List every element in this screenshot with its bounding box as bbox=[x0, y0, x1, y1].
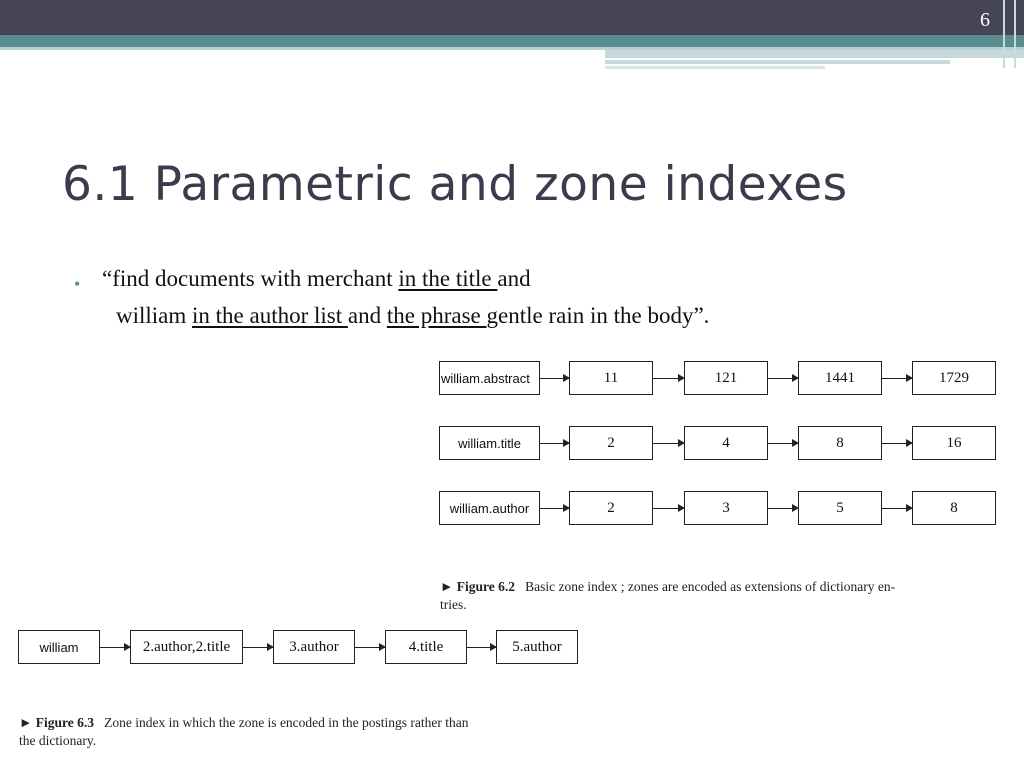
header-vertical-line bbox=[1003, 0, 1005, 68]
posting-box: 2 bbox=[569, 491, 653, 525]
pointer-arrow bbox=[355, 647, 385, 648]
pointer-arrow bbox=[540, 443, 569, 444]
bullet-text: and bbox=[347, 303, 387, 328]
header-stripe bbox=[605, 66, 825, 69]
bullet-underlined-text: in the title bbox=[398, 266, 498, 291]
posting-box: 3 bbox=[684, 491, 768, 525]
pointer-arrow bbox=[540, 508, 569, 509]
bullet-text: “find documents with merchant bbox=[102, 266, 399, 291]
bullet-text: gentle rain in the body”. bbox=[486, 303, 710, 328]
bullet-line-1 bbox=[102, 260, 531, 297]
pointer-arrow bbox=[882, 508, 912, 509]
posting-box: 1729 bbox=[912, 361, 996, 395]
slide-number: 6 bbox=[980, 9, 990, 31]
pointer-arrow bbox=[768, 443, 798, 444]
header-stripe bbox=[605, 60, 950, 64]
pointer-arrow bbox=[540, 378, 569, 379]
posting-box: 3.author bbox=[273, 630, 355, 664]
posting-box: 5 bbox=[798, 491, 882, 525]
caption-text: Basic zone index ; zones are encoded as extensions of dictionary en- bbox=[525, 579, 896, 594]
pointer-arrow bbox=[653, 508, 684, 509]
slide-title: 6.1 Parametric and zone indexes bbox=[62, 157, 848, 212]
posting-box: 5.author bbox=[496, 630, 578, 664]
header-band-teal bbox=[0, 35, 1024, 47]
bullet-marker: • bbox=[74, 274, 81, 294]
posting-box: 8 bbox=[912, 491, 996, 525]
caption-text: the dictionary. bbox=[19, 733, 97, 748]
figure-6-3-caption bbox=[19, 714, 579, 750]
header-stripe bbox=[605, 50, 1024, 58]
dictionary-entry: william.author bbox=[439, 491, 540, 525]
pointer-arrow bbox=[768, 508, 798, 509]
dictionary-entry: william bbox=[18, 630, 100, 664]
bullet-underlined-text: in the author list bbox=[192, 303, 348, 328]
posting-box: 121 bbox=[684, 361, 768, 395]
pointer-arrow bbox=[768, 378, 798, 379]
dictionary-entry: william.abstract bbox=[439, 361, 540, 395]
caption-label: ► Figure 6.2 bbox=[440, 579, 515, 594]
pointer-arrow bbox=[653, 443, 684, 444]
pointer-arrow bbox=[882, 443, 912, 444]
posting-box: 2 bbox=[569, 426, 653, 460]
posting-box: 2.author,2.title bbox=[130, 630, 243, 664]
pointer-arrow bbox=[467, 647, 496, 648]
bullet-line-2 bbox=[116, 297, 709, 334]
pointer-arrow bbox=[243, 647, 273, 648]
figure-6-2-caption bbox=[440, 578, 1000, 614]
dictionary-entry: william.title bbox=[439, 426, 540, 460]
posting-box: 1441 bbox=[798, 361, 882, 395]
posting-box: 4 bbox=[684, 426, 768, 460]
posting-box: 4.title bbox=[385, 630, 467, 664]
pointer-arrow bbox=[653, 378, 684, 379]
pointer-arrow bbox=[100, 647, 130, 648]
bullet-text: william bbox=[116, 303, 193, 328]
header-band-dark bbox=[0, 0, 1024, 35]
caption-label: ► Figure 6.3 bbox=[19, 715, 94, 730]
posting-box: 11 bbox=[569, 361, 653, 395]
bullet-text: and bbox=[497, 266, 531, 291]
posting-box: 8 bbox=[798, 426, 882, 460]
bullet-underlined-text: the phrase bbox=[386, 303, 487, 328]
caption-text: tries. bbox=[440, 597, 467, 612]
posting-box: 16 bbox=[912, 426, 996, 460]
pointer-arrow bbox=[882, 378, 912, 379]
header-vertical-line bbox=[1014, 0, 1016, 68]
caption-text: Zone index in which the zone is encoded in the postings rather than bbox=[104, 715, 469, 730]
